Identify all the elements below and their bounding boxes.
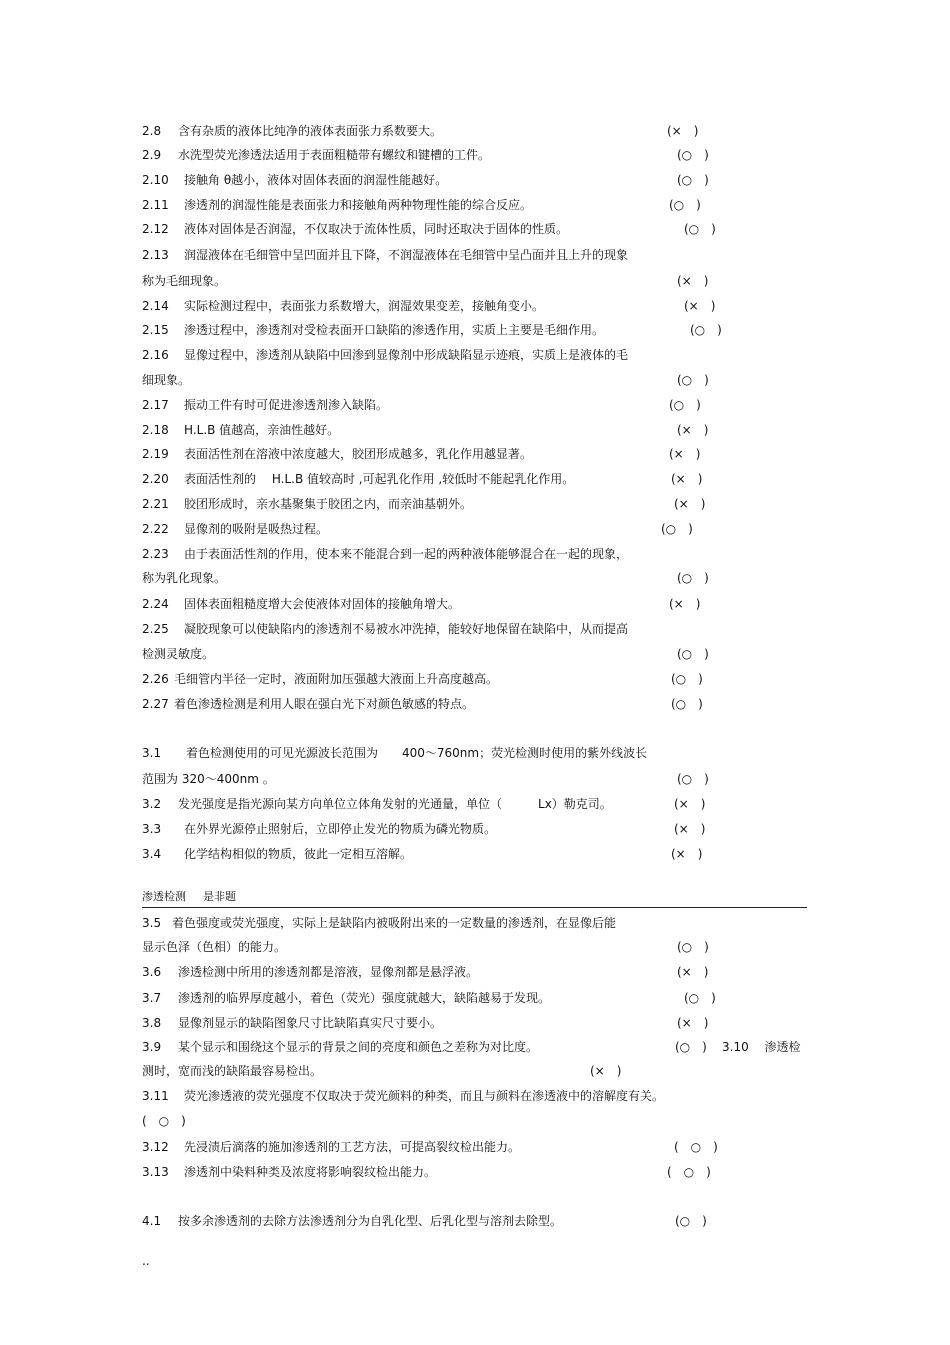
item-number: 2.12 bbox=[142, 222, 169, 236]
item-text: 荧光渗透液的荧光强度不仅取决于荧光颜料的种类，而且与颜料在渗透液中的溶解度有关。 bbox=[184, 1089, 665, 1103]
item-answer: (× ) bbox=[674, 822, 706, 836]
item-number: 3.12 bbox=[142, 1140, 169, 1154]
item-number: 3.8 bbox=[142, 1016, 162, 1030]
item-text: 按多余渗透剂的去除方法渗透剂分为自乳化型、后乳化型与溶剂去除型。 bbox=[178, 1214, 563, 1228]
item-number: 2.21 bbox=[142, 497, 169, 511]
item-answer: (○ ) bbox=[677, 173, 709, 187]
item-number: 3.5 bbox=[142, 916, 162, 930]
item-text: 渗透剂中染料种类及浓度将影响裂纹检出能力。 bbox=[184, 1165, 437, 1179]
item-number: 2.18 bbox=[142, 423, 169, 437]
item-answer: (× ) bbox=[590, 1064, 622, 1078]
item-text: 显像过程中，渗透剂从缺陷中回渗到显像剂中形成缺陷显示迹痕，实质上是液体的毛 bbox=[184, 348, 629, 362]
item-number: 3.7 bbox=[142, 991, 162, 1005]
item-text: 表面活性剂的 H.L.B 值较高时 ,可起乳化作用 ,较低时不能起乳化作用。 bbox=[184, 472, 575, 486]
item-number: 3.9 bbox=[142, 1040, 162, 1054]
item-text: 先浸渍后滴落的施加渗透剂的工艺方法，可提高裂纹检出能力。 bbox=[184, 1140, 521, 1154]
item-answer: (× ) bbox=[677, 1016, 709, 1030]
item-answer: (× ) bbox=[674, 797, 706, 811]
item-number: 2.19 bbox=[142, 447, 169, 461]
item-answer: (○ ) bbox=[677, 772, 709, 786]
item-text-cont: 称为毛细现象。 bbox=[142, 274, 227, 288]
item-text: 液体对固体是否润湿，不仅取决于流体性质，同时还取决于固体的性质。 bbox=[184, 222, 569, 236]
item-answer: (○ ) bbox=[671, 697, 703, 711]
item-text: 着色检测使用的可见光源波长范围为 400～760nm；荧光检测时使用的紫外线波长 bbox=[186, 746, 648, 760]
item-answer: (× ) bbox=[667, 124, 699, 138]
item-number: 3.13 bbox=[142, 1165, 169, 1179]
header-divider bbox=[142, 907, 807, 908]
item-text: 固体表面粗糙度增大会使液体对固体的接触角增大。 bbox=[184, 597, 461, 611]
item-number: 2.16 bbox=[142, 348, 169, 362]
item-number: 3.3 bbox=[142, 822, 162, 836]
item-number: 3.6 bbox=[142, 965, 162, 979]
item-text-cont: 细现象。 bbox=[142, 373, 191, 387]
item-text: 显像剂的吸附是吸热过程。 bbox=[184, 522, 329, 536]
item-answer: (○ ) bbox=[671, 672, 703, 686]
item-text: 由于表面活性剂的作用，使本来不能混合到一起的两种液体能够混合在一起的现象， bbox=[184, 547, 629, 561]
item-text: 着色强度或荧光强度，实际上是缺陷内被吸附出来的一定数量的渗透剂，在显像后能 bbox=[172, 916, 617, 930]
item-number: 2.26 bbox=[142, 672, 169, 686]
item-text: 渗透剂的润湿性能是表面张力和接触角两种物理性能的综合反应。 bbox=[184, 198, 533, 212]
item-text: 实际检测过程中，表面张力系数增大，润湿效果变差，接触角变小。 bbox=[184, 299, 545, 313]
item-number: 3.4 bbox=[142, 847, 162, 861]
item-number: 2.20 bbox=[142, 472, 169, 486]
item-number: 2.24 bbox=[142, 597, 169, 611]
item-answer: (○ ) bbox=[677, 571, 709, 585]
item-answer: (○ ) bbox=[677, 148, 709, 162]
item-number: 3.11 bbox=[142, 1089, 169, 1103]
item-answer: (○ ) bbox=[684, 222, 716, 236]
item-number: 2.9 bbox=[142, 148, 162, 162]
running-header-left: 渗透检测 bbox=[142, 890, 186, 903]
item-text: 化学结构相似的物质，彼此一定相互溶解。 bbox=[184, 847, 413, 861]
item-number: 2.25 bbox=[142, 622, 169, 636]
item-answer: (× ) bbox=[671, 847, 703, 861]
item-number: 2.13 bbox=[142, 248, 169, 262]
item-text-cont: 测时，宽而浅的缺陷最容易检出。 bbox=[142, 1064, 323, 1078]
item-text-cont: 称为乳化现象。 bbox=[142, 571, 227, 585]
item-text: 在外界光源停止照射后，立即停止发光的物质为磷光物质。 bbox=[184, 822, 497, 836]
item-text: 表面活性剂在溶液中浓度越大，胶团形成越多，乳化作用越显著。 bbox=[184, 447, 533, 461]
item-text: 含有杂质的液体比纯净的液体表面张力系数要大。 bbox=[178, 124, 443, 138]
item-text: 发光强度是指光源向某方向单位立体角发射的光通量，单位（ Lx）勒克司。 bbox=[178, 797, 612, 811]
item-text: 渗透检测中所用的渗透剂都是溶液，显像剂都是悬浮液。 bbox=[178, 965, 479, 979]
item-number: 2.15 bbox=[142, 323, 169, 337]
item-text: 渗透过程中，渗透剂对受检表面开口缺陷的渗透作用，实质上主要是毛细作用。 bbox=[184, 323, 605, 337]
item-answer: (○ ) bbox=[684, 991, 716, 1005]
item-number: 2.8 bbox=[142, 124, 162, 138]
item-number: 2.17 bbox=[142, 398, 169, 412]
item-answer: (○ ) bbox=[669, 398, 701, 412]
item-answer: (× ) bbox=[677, 274, 709, 288]
item-number: 2.27 bbox=[142, 697, 169, 711]
item-answer: (○ ) bbox=[661, 522, 693, 536]
item-answer: (× ) bbox=[677, 965, 709, 979]
page-footer-mark: .. bbox=[142, 1254, 150, 1268]
item-text-cont: 显示色泽（色相）的能力。 bbox=[142, 940, 287, 954]
item-number: 3.2 bbox=[142, 797, 162, 811]
item-answer: (× ) bbox=[669, 447, 701, 461]
item-number: 2.23 bbox=[142, 547, 169, 561]
item-text: 显像剂显示的缺陷图象尺寸比缺陷真实尺寸要小。 bbox=[178, 1016, 443, 1030]
item-answer: (○ ) bbox=[677, 373, 709, 387]
item-text: 渗透剂的临界厚度越小，着色（荧光）强度就越大，缺陷越易于发现。 bbox=[178, 991, 551, 1005]
item-text-tail: 3.10 渗透检 bbox=[722, 1040, 801, 1054]
item-text: 某个显示和围绕这个显示的背景之间的亮度和颜色之差称为对比度。 bbox=[178, 1040, 539, 1054]
item-text: 振动工件有时可促进渗透剂渗入缺陷。 bbox=[184, 398, 389, 412]
item-text: 水洗型荧光渗透法适用于表面粗糙带有螺纹和键槽的工件。 bbox=[178, 148, 491, 162]
item-answer: (○ ) bbox=[669, 198, 701, 212]
item-number: 2.14 bbox=[142, 299, 169, 313]
item-text-cont: 检测灵敏度。 bbox=[142, 647, 215, 661]
item-number: 3.1 bbox=[142, 746, 162, 760]
item-text: H.L.B 值越高，亲油性越好。 bbox=[184, 423, 340, 437]
item-number: 4.1 bbox=[142, 1214, 162, 1228]
item-text: 毛细管内半径一定时，液面附加压强越大液面上升高度越高。 bbox=[174, 672, 499, 686]
item-text-cont: 范围为 320～400nm 。 bbox=[142, 772, 275, 786]
item-answer: (× ) bbox=[674, 497, 706, 511]
item-text: 润湿液体在毛细管中呈凹面并且下降，不润湿液体在毛细管中呈凸面并且上升的现象 bbox=[184, 248, 629, 262]
running-header-right: 是非题 bbox=[203, 890, 236, 903]
item-answer: ( ○ ) bbox=[674, 1140, 718, 1154]
item-number: 2.10 bbox=[142, 173, 169, 187]
item-answer: (○ ) bbox=[677, 940, 709, 954]
item-answer: (○ ) bbox=[675, 1040, 707, 1054]
item-answer: (× ) bbox=[671, 472, 703, 486]
item-answer: (○ ) bbox=[690, 323, 722, 337]
item-answer: (○ ) bbox=[677, 647, 709, 661]
item-text: 接触角 θ越小，液体对固体表面的润湿性能越好。 bbox=[184, 173, 448, 187]
item-answer: (× ) bbox=[669, 597, 701, 611]
item-number: 2.11 bbox=[142, 198, 169, 212]
item-answer: ( ○ ) bbox=[142, 1114, 186, 1128]
item-answer: ( ○ ) bbox=[667, 1165, 711, 1179]
item-answer: (× ) bbox=[677, 423, 709, 437]
item-text: 胶团形成时，亲水基聚集于胶团之内，而亲油基朝外。 bbox=[184, 497, 473, 511]
item-answer: (× ) bbox=[684, 299, 716, 313]
item-text: 凝胶现象可以使缺陷内的渗透剂不易被水冲洗掉，能较好地保留在缺陷中，从而提高 bbox=[184, 622, 629, 636]
item-number: 2.22 bbox=[142, 522, 169, 536]
item-answer: (○ ) bbox=[675, 1214, 707, 1228]
item-text: 着色渗透检测是利用人眼在强白光下对颜色敏感的特点。 bbox=[174, 697, 475, 711]
